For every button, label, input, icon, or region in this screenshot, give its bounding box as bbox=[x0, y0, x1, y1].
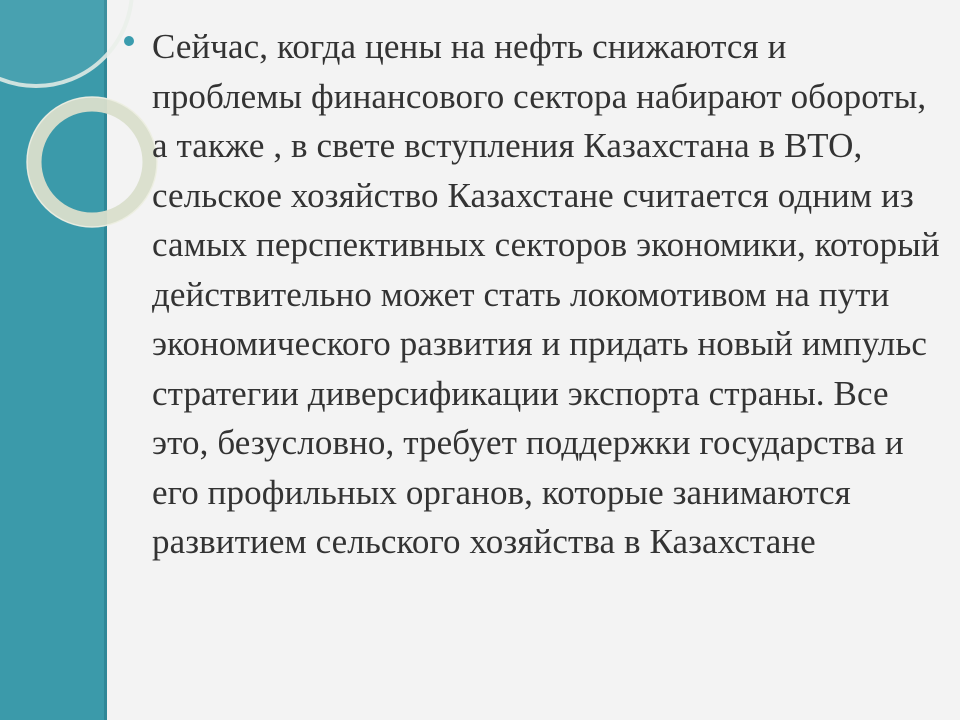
bullet-icon bbox=[124, 36, 134, 46]
paragraph-text: Сейчас, когда цены на нефть снижаются и проблемы финансового сектора набирают обороты, а также , в свете вступления Казахстана в ВТО, сельское хозяйство Казахстане считается одним из самых перспективных секторов экономики, который действительно может стать локомотивом на пути экономического развития и придать новый импульс стратегии диверсификации экспорта страны. Все это, безусловно, требует поддержки государства и его профильных органов, которые занимаются развитием сельского хозяйства в Казахстане bbox=[152, 27, 940, 561]
slide-content bbox=[124, 22, 944, 712]
bullet-item bbox=[124, 22, 944, 567]
ring-fill-icon bbox=[0, 0, 130, 84]
